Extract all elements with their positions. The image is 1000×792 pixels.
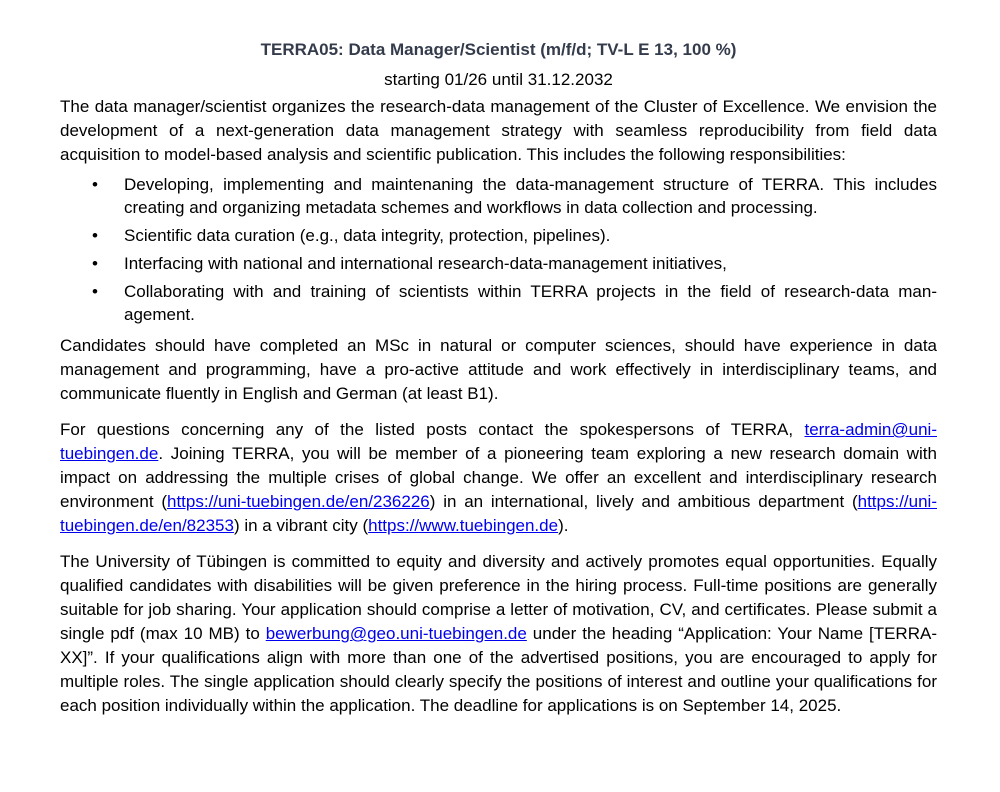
list-item-text: Interfacing with national and international research-data-management initiatives, xyxy=(124,254,727,273)
job-posting xyxy=(60,36,937,718)
list-item-text: Collaborating with and training of scientists within TERRA projects in the field of research-data management. xyxy=(124,282,937,324)
city-link[interactable]: https://www.tuebingen.de xyxy=(368,516,559,535)
contact-text: . Joining TERRA, you will be member of a pioneering team exploring a new research domain with impact on addressing the multiple crises of global change. We offer an excellent and interdisciplinary research environment ( xyxy=(60,444,937,511)
application-text: The University of Tübingen is committed to equity and diversity and actively promotes equal opportunities. Equally qualified candidates with disabilities will be given preference in the hiring process. Full-time positions are generally suitable for job sharing. Your application should comprise a letter of motivation, CV, and certificates. Please submit a single pdf (max 10 MB) to xyxy=(60,552,937,643)
bullet-icon: • xyxy=(92,226,98,245)
contact-text: For questions concerning any of the listed posts contact the spokespersons of TERRA, xyxy=(60,420,805,439)
list-item-text: Scientific data curation (e.g., data integrity, protection, pipelines). xyxy=(124,226,611,245)
list-item-text: Developing, implementing and maintenaning the data-management structure of TERRA. This includes creating and organizing metadata schemes and workflows in data collection and processing. xyxy=(124,175,937,217)
contact-paragraph xyxy=(60,418,937,538)
list-item xyxy=(60,252,937,275)
list-item xyxy=(60,280,937,326)
intro-paragraph: The data manager/scientist organizes the research-data management of the Cluster of Excellence. We envision the development of a next-generation data management strategy with seamless reproducibility from field data acquisition to model-based analysis and scientific publication. This includes the following responsibilities: xyxy=(60,97,937,164)
bullet-icon: • xyxy=(92,254,98,273)
contact-text: ) in a vibrant city ( xyxy=(233,516,369,535)
research-environment-link[interactable]: https://uni-tuebingen.de/en/236226 xyxy=(166,492,430,511)
application-text: under the heading “Application: Your Name [TERRA-XX]”. If your qualifications align with more than one of the advertised positions, you are encouraged to apply for multiple roles. The single application should clearly specify the positions of interest and outline your qualifications for each position individually within the application. The deadline for applications is on September 14, 2025. xyxy=(60,624,937,715)
application-paragraph xyxy=(60,550,937,718)
bullet-icon: • xyxy=(92,282,98,301)
posting-period: starting 01/26 until 31.12.2032 xyxy=(384,70,613,89)
contact-text: ). xyxy=(558,516,569,535)
department-link[interactable]: https://uni-tuebingen.de/en/82353 xyxy=(60,492,937,535)
bullet-icon: • xyxy=(92,175,98,194)
application-email-link[interactable]: bewerbung@geo.uni-tuebingen.de xyxy=(265,624,527,643)
terra-admin-email-link[interactable]: terra-admin@uni-tuebingen.de xyxy=(60,420,937,463)
responsibilities-list xyxy=(60,173,937,326)
requirements-paragraph: Candidates should have completed an MSc in natural or computer sciences, should have experience in data management and programming, have a pro-active attitude and work effectively in interdisciplinary teams, and communicate fluently in English and German (at least B1). xyxy=(60,336,937,403)
contact-text: ) in an international, lively and ambitious department ( xyxy=(429,492,858,511)
posting-title: TERRA05: Data Manager/Scientist (m/f/d; TV-L E 13, 100 %) xyxy=(260,40,737,59)
list-item xyxy=(60,173,937,219)
list-item xyxy=(60,224,937,247)
